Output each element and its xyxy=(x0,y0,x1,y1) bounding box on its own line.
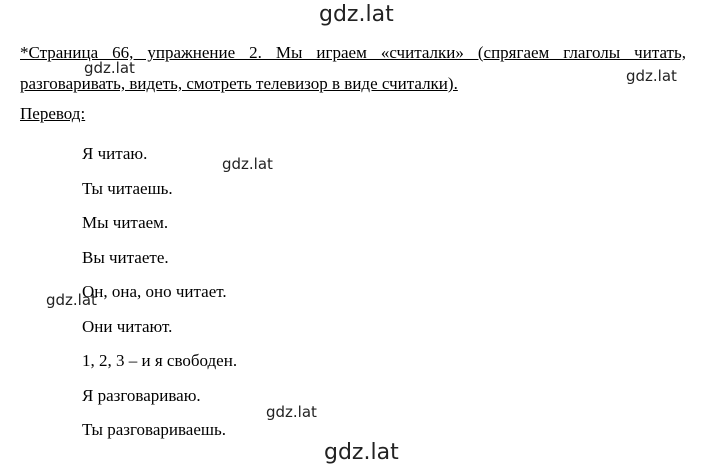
watermark-top: gdz.lat xyxy=(319,2,394,27)
exercise-header: *Страница 66, упражнение 2. Мы играем «считалки» (спрягаем глаголы читать, разговаривать, видеть, смотреть телевизор в виде считалки). xyxy=(20,43,686,93)
translation-line: Он, она, оно читает. xyxy=(82,282,227,301)
translation-line: 1, 2, 3 – и я свободен. xyxy=(82,351,238,370)
translation-line: Вы читаете. xyxy=(82,247,169,267)
watermark-middle-2: gdz.lat xyxy=(266,403,317,421)
watermark-bottom: gdz.lat xyxy=(324,440,399,465)
translation-lines xyxy=(82,137,237,448)
translation-line: Мы читаем. xyxy=(82,213,169,232)
translation-line: Они читают. xyxy=(82,316,173,336)
translation-line: Ты читаешь. xyxy=(82,178,173,198)
watermark-right-1: gdz.lat xyxy=(626,67,677,85)
translation-line: Я разговариваю. xyxy=(82,385,201,405)
translation-line: Я читаю. xyxy=(82,144,148,163)
watermark-middle-1: gdz.lat xyxy=(222,155,273,173)
translation-label: Перевод: xyxy=(20,104,86,123)
watermark-left-2: gdz.lat xyxy=(46,291,97,309)
translation-line: Ты разговариваешь. xyxy=(82,420,226,439)
watermark-left-1: gdz.lat xyxy=(84,59,135,77)
